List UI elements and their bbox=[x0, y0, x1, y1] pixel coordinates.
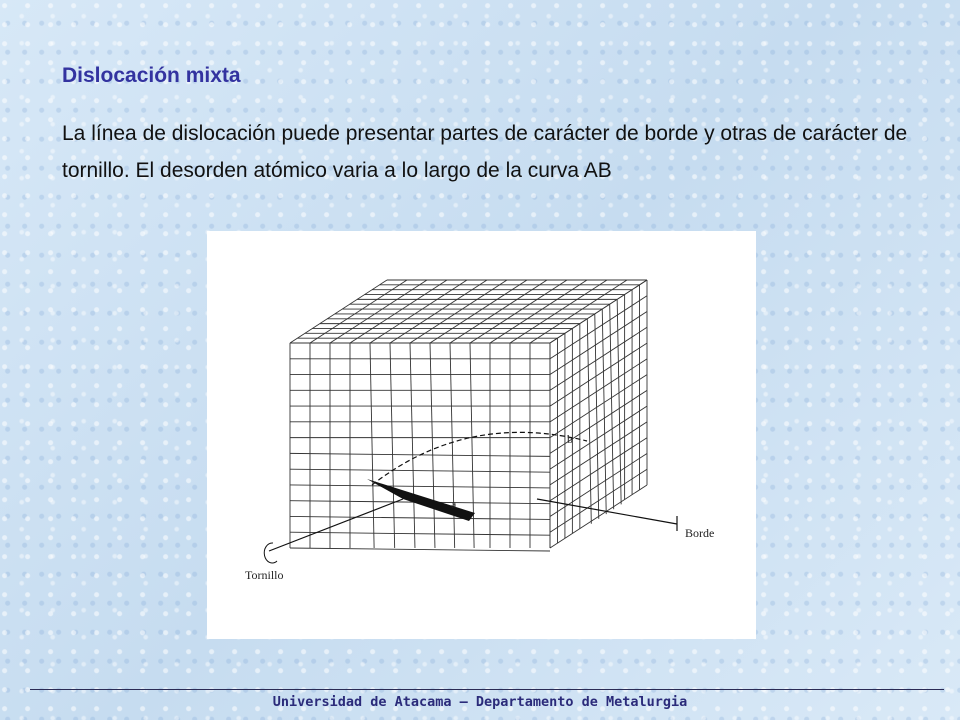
label-a: a bbox=[451, 497, 457, 511]
lattice-line bbox=[430, 343, 435, 548]
tornillo-axis bbox=[269, 499, 403, 551]
footer-divider bbox=[30, 689, 944, 690]
label-b-upper: b bbox=[567, 432, 573, 446]
lattice-line bbox=[290, 548, 550, 551]
slide-body-text: La línea de dislocación puede presentar partes de carácter de borde y otras de carácter de tornillo. El desorden atómico varia a lo largo de la curva AB bbox=[62, 122, 908, 182]
lattice-line bbox=[290, 469, 550, 472]
slip-wedge bbox=[367, 479, 475, 521]
dislocation-curve bbox=[372, 432, 587, 485]
slide-title: Dislocación mixta bbox=[62, 64, 241, 87]
lattice-line bbox=[290, 532, 550, 535]
label-borde: Borde bbox=[685, 526, 715, 540]
dislocation-cube-figure bbox=[207, 231, 756, 639]
lattice-line bbox=[450, 343, 455, 548]
lattice-line bbox=[290, 485, 550, 488]
lattice-line bbox=[290, 516, 550, 519]
footer-text: Universidad de Atacama – Departamento de Metalurgia bbox=[272, 694, 688, 710]
label-tornillo: Tornillo bbox=[245, 568, 284, 582]
cube-illustration bbox=[207, 231, 756, 639]
lattice-line bbox=[410, 343, 415, 548]
tornillo-rotation-icon bbox=[264, 543, 277, 563]
